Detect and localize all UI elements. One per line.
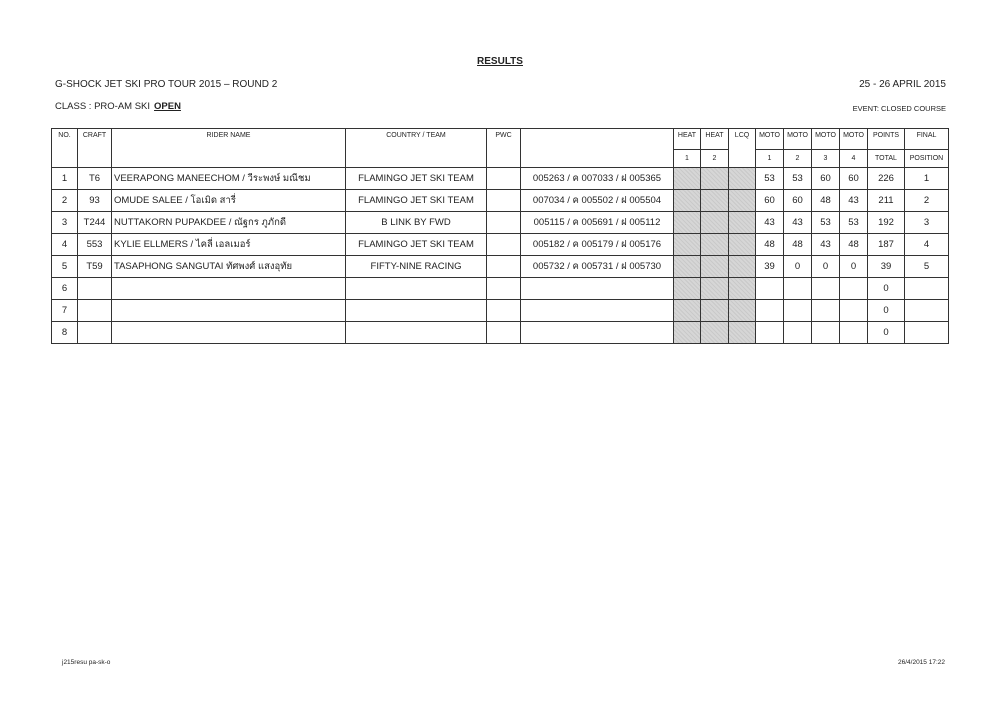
cell-total: 187	[868, 234, 905, 256]
col-moto-3: MOTO	[812, 129, 840, 150]
cell-craft: T244	[78, 212, 112, 234]
cell-rider: VEERAPONG MANEECHOM / วีระพงษ์ มณีชม	[112, 168, 346, 190]
cell-team: FIFTY-NINE RACING	[346, 256, 487, 278]
cell-no: 8	[52, 322, 78, 344]
cell-craft: 553	[78, 234, 112, 256]
cell-moto-4: 53	[840, 212, 868, 234]
cell-pwc	[487, 234, 521, 256]
col-lcq: LCQ	[729, 129, 756, 168]
cell-moto-1: 60	[756, 190, 784, 212]
class-prefix: CLASS : PRO-AM SKI	[55, 101, 151, 112]
cell-moto-4	[840, 300, 868, 322]
cell-moto-4	[840, 322, 868, 344]
cell-heat-1	[674, 256, 701, 278]
cell-total: 0	[868, 278, 905, 300]
cell-moto-2: 43	[784, 212, 812, 234]
cell-moto-2	[784, 322, 812, 344]
cell-heat-1	[674, 278, 701, 300]
cell-team	[346, 300, 487, 322]
cell-moto-2	[784, 300, 812, 322]
cell-license: 005732 / ค 005731 / ฝ 005730	[521, 256, 674, 278]
col-moto-1-num: 1	[756, 150, 784, 168]
cell-no: 3	[52, 212, 78, 234]
cell-heat-2	[701, 256, 729, 278]
cell-moto-4: 60	[840, 168, 868, 190]
col-moto-2-num: 2	[784, 150, 812, 168]
cell-team: FLAMINGO JET SKI TEAM	[346, 168, 487, 190]
cell-moto-3	[812, 322, 840, 344]
cell-no: 1	[52, 168, 78, 190]
event-dates: 25 - 26 APRIL 2015	[859, 79, 946, 90]
table-row	[52, 168, 949, 190]
cell-pwc	[487, 300, 521, 322]
cell-moto-1: 48	[756, 234, 784, 256]
col-heat-2: HEAT	[701, 129, 729, 150]
col-points: POINTS	[868, 129, 905, 150]
table-row	[52, 190, 949, 212]
cell-craft	[78, 278, 112, 300]
col-moto-4: MOTO	[840, 129, 868, 150]
cell-moto-4: 48	[840, 234, 868, 256]
col-heat-1-num: 1	[674, 150, 701, 168]
cell-heat-2	[701, 278, 729, 300]
cell-craft: 93	[78, 190, 112, 212]
table-row	[52, 278, 949, 300]
cell-craft	[78, 300, 112, 322]
col-moto-2: MOTO	[784, 129, 812, 150]
col-heat-2-num: 2	[701, 150, 729, 168]
cell-moto-3	[812, 278, 840, 300]
cell-craft	[78, 322, 112, 344]
table-row	[52, 300, 949, 322]
cell-position: 1	[905, 168, 949, 190]
cell-craft: T59	[78, 256, 112, 278]
col-license	[521, 129, 674, 168]
cell-moto-3: 53	[812, 212, 840, 234]
cell-team: FLAMINGO JET SKI TEAM	[346, 234, 487, 256]
cell-lcq	[729, 300, 756, 322]
event-type: EVENT: CLOSED COURSE	[852, 104, 946, 113]
cell-pwc	[487, 256, 521, 278]
cell-no: 5	[52, 256, 78, 278]
cell-moto-3: 0	[812, 256, 840, 278]
cell-heat-1	[674, 212, 701, 234]
cell-lcq	[729, 168, 756, 190]
results-table	[51, 128, 949, 344]
cell-total: 0	[868, 300, 905, 322]
cell-heat-1	[674, 190, 701, 212]
col-pwc: PWC	[487, 129, 521, 168]
cell-rider: NUTTAKORN PUPAKDEE / ณัฐกร ภูภักดี	[112, 212, 346, 234]
cell-heat-1	[674, 168, 701, 190]
cell-position: 3	[905, 212, 949, 234]
header-row	[52, 129, 949, 150]
cell-moto-1	[756, 300, 784, 322]
cell-heat-1	[674, 322, 701, 344]
cell-no: 4	[52, 234, 78, 256]
col-position: POSITION	[905, 150, 949, 168]
col-rider: RIDER NAME	[112, 129, 346, 168]
col-final: FINAL	[905, 129, 949, 150]
cell-craft: T6	[78, 168, 112, 190]
cell-moto-3: 43	[812, 234, 840, 256]
table-row	[52, 256, 949, 278]
cell-team	[346, 278, 487, 300]
col-moto-4-num: 4	[840, 150, 868, 168]
cell-license: 005115 / ค 005691 / ฝ 005112	[521, 212, 674, 234]
cell-pwc	[487, 190, 521, 212]
cell-moto-2: 60	[784, 190, 812, 212]
cell-heat-2	[701, 234, 729, 256]
cell-heat-1	[674, 300, 701, 322]
cell-lcq	[729, 234, 756, 256]
col-moto-1: MOTO	[756, 129, 784, 150]
cell-moto-1: 53	[756, 168, 784, 190]
cell-heat-2	[701, 300, 729, 322]
cell-moto-2: 48	[784, 234, 812, 256]
cell-heat-2	[701, 168, 729, 190]
cell-rider	[112, 300, 346, 322]
cell-heat-2	[701, 190, 729, 212]
cell-moto-4	[840, 278, 868, 300]
cell-license	[521, 300, 674, 322]
class-label	[55, 101, 181, 112]
cell-license	[521, 278, 674, 300]
cell-lcq	[729, 190, 756, 212]
cell-rider: TASAPHONG SANGUTAI ทัศพงศ์ แสงอุทัย	[112, 256, 346, 278]
cell-moto-3: 60	[812, 168, 840, 190]
cell-no: 7	[52, 300, 78, 322]
cell-rider	[112, 278, 346, 300]
footer-file-code: j215resu pa-sk-o	[62, 659, 111, 666]
cell-pwc	[487, 322, 521, 344]
cell-rider: OMUDE SALEE / โอเมิด สารี่	[112, 190, 346, 212]
cell-moto-3: 48	[812, 190, 840, 212]
page-title: RESULTS	[477, 56, 523, 67]
class-name: OPEN	[154, 101, 181, 112]
cell-total: 211	[868, 190, 905, 212]
cell-position	[905, 300, 949, 322]
cell-moto-2: 53	[784, 168, 812, 190]
cell-license: 007034 / ค 005502 / ฝ 005504	[521, 190, 674, 212]
cell-position	[905, 278, 949, 300]
cell-moto-1	[756, 322, 784, 344]
cell-moto-1: 39	[756, 256, 784, 278]
cell-rider: KYLIE ELLMERS / ไคลี่ เอลเมอร์	[112, 234, 346, 256]
cell-heat-1	[674, 234, 701, 256]
table-row	[52, 212, 949, 234]
col-total: TOTAL	[868, 150, 905, 168]
table-row	[52, 322, 949, 344]
cell-no: 6	[52, 278, 78, 300]
col-moto-3-num: 3	[812, 150, 840, 168]
cell-no: 2	[52, 190, 78, 212]
cell-moto-1: 43	[756, 212, 784, 234]
table-row	[52, 234, 949, 256]
col-heat-1: HEAT	[674, 129, 701, 150]
cell-moto-1	[756, 278, 784, 300]
cell-moto-2: 0	[784, 256, 812, 278]
cell-total: 0	[868, 322, 905, 344]
footer-timestamp: 26/4/2015 17:22	[898, 659, 945, 666]
cell-lcq	[729, 212, 756, 234]
cell-pwc	[487, 278, 521, 300]
cell-lcq	[729, 278, 756, 300]
cell-team: B LINK BY FWD	[346, 212, 487, 234]
cell-moto-3	[812, 300, 840, 322]
cell-team	[346, 322, 487, 344]
cell-moto-2	[784, 278, 812, 300]
cell-license: 005263 / ค 007033 / ฝ 005365	[521, 168, 674, 190]
cell-pwc	[487, 168, 521, 190]
cell-total: 39	[868, 256, 905, 278]
col-craft: CRAFT	[78, 129, 112, 168]
cell-license: 005182 / ค 005179 / ฝ 005176	[521, 234, 674, 256]
event-name: G-SHOCK JET SKI PRO TOUR 2015 – ROUND 2	[55, 79, 278, 90]
cell-total: 226	[868, 168, 905, 190]
cell-heat-2	[701, 212, 729, 234]
cell-rider	[112, 322, 346, 344]
cell-total: 192	[868, 212, 905, 234]
cell-moto-4: 43	[840, 190, 868, 212]
cell-lcq	[729, 322, 756, 344]
cell-position: 2	[905, 190, 949, 212]
cell-moto-4: 0	[840, 256, 868, 278]
cell-position	[905, 322, 949, 344]
cell-license	[521, 322, 674, 344]
cell-lcq	[729, 256, 756, 278]
col-no: NO.	[52, 129, 78, 168]
cell-position: 5	[905, 256, 949, 278]
cell-team: FLAMINGO JET SKI TEAM	[346, 190, 487, 212]
col-team: COUNTRY / TEAM	[346, 129, 487, 168]
cell-position: 4	[905, 234, 949, 256]
cell-heat-2	[701, 322, 729, 344]
cell-pwc	[487, 212, 521, 234]
